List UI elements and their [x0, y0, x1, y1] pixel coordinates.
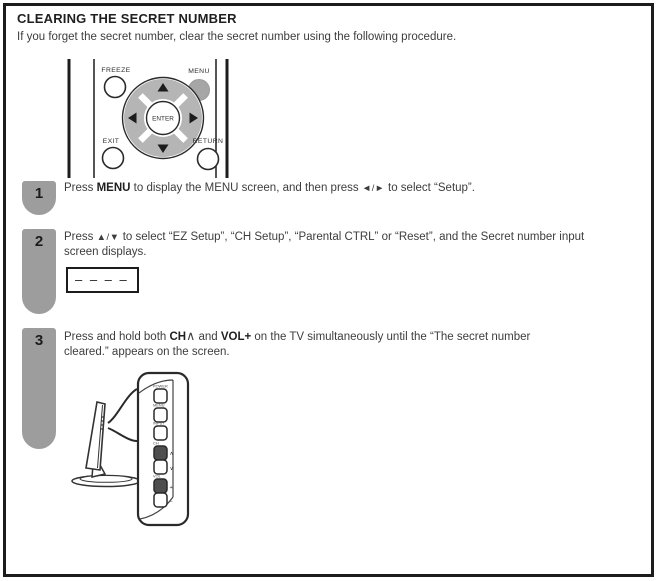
step-1-seg-1: MENU — [96, 182, 131, 194]
secret-number-input-box: – – – – — [66, 267, 139, 293]
step-3-seg-6: on the TV simultaneously until the “The secret number cleared.” appears on the screen. — [64, 331, 531, 358]
step-3-seg-1: CH — [169, 331, 187, 343]
step-2-text — [64, 230, 612, 260]
menu-label: MENU — [188, 68, 210, 75]
intro-text: If you forget the secret number, clear the secret number using the following procedure. — [17, 31, 457, 43]
step-2-seg-2: to select “EZ Setup”, “CH Setup”, “Parental CTRL” or “Reset”, and the Secret number input screen displays. — [64, 231, 585, 258]
tv-side-panel-enlarged — [138, 373, 188, 525]
callout-lines — [108, 389, 137, 441]
enter-label: ENTER — [152, 115, 174, 123]
up-down-arrows-icon: ▲/▼ — [96, 232, 120, 243]
page-title: CLEARING THE SECRET NUMBER — [17, 11, 237, 26]
left-right-arrows-icon: ◄/► — [361, 183, 385, 194]
power-button — [154, 389, 167, 403]
dpad — [123, 78, 204, 159]
tv-base-rim — [80, 476, 132, 483]
tv-side-view — [72, 402, 140, 487]
step-1-seg-2: to display the MENU screen, and then press — [130, 182, 362, 194]
input-label: INPUT — [153, 421, 165, 426]
return-button — [198, 149, 219, 170]
step-1-text — [64, 181, 624, 196]
freeze-label: FREEZE — [101, 67, 131, 74]
ch-up-symbol: ∧ — [169, 451, 174, 457]
freeze-button — [105, 77, 126, 98]
remote-control-illustration — [64, 59, 230, 178]
ch-label: CH — [153, 441, 159, 446]
step-2-badge: 2 — [22, 229, 56, 314]
callout-upper-line — [108, 389, 137, 423]
step-3-seg-3: and — [195, 331, 221, 343]
vol-down-symbol: − — [169, 499, 173, 505]
vol-label: VOL — [153, 474, 161, 479]
step-2-seg-0: Press — [64, 231, 97, 243]
vol-up-button — [154, 479, 167, 493]
step-3-seg-0: Press and hold both — [64, 331, 170, 343]
step-1-seg-0: Press — [64, 182, 97, 194]
step-3-badge: 3 — [22, 328, 56, 449]
power-label: POWER — [153, 384, 168, 389]
exit-button — [103, 148, 124, 169]
step-3-text — [64, 329, 569, 360]
ch-up-button — [154, 446, 167, 460]
channel-up-symbol: ∧ — [186, 329, 196, 343]
volume-up-symbol: + — [244, 331, 252, 343]
menu-panel-label: MENU — [153, 403, 165, 408]
tv-illustration — [56, 371, 254, 533]
menu-panel-button — [154, 408, 167, 422]
vol-up-symbol: + — [169, 485, 173, 491]
return-label: RETURN — [192, 138, 224, 145]
step-1-seg-4: to select “Setup”. — [384, 182, 475, 194]
exit-label: EXIT — [102, 138, 120, 145]
ch-down-button — [154, 460, 167, 474]
ch-down-symbol: ∨ — [169, 466, 174, 472]
input-button — [154, 426, 167, 440]
step-3-seg-4: VOL — [220, 331, 245, 343]
vol-down-button — [154, 493, 167, 507]
step-1-badge: 1 — [22, 181, 56, 215]
callout-lower-line — [108, 428, 137, 441]
